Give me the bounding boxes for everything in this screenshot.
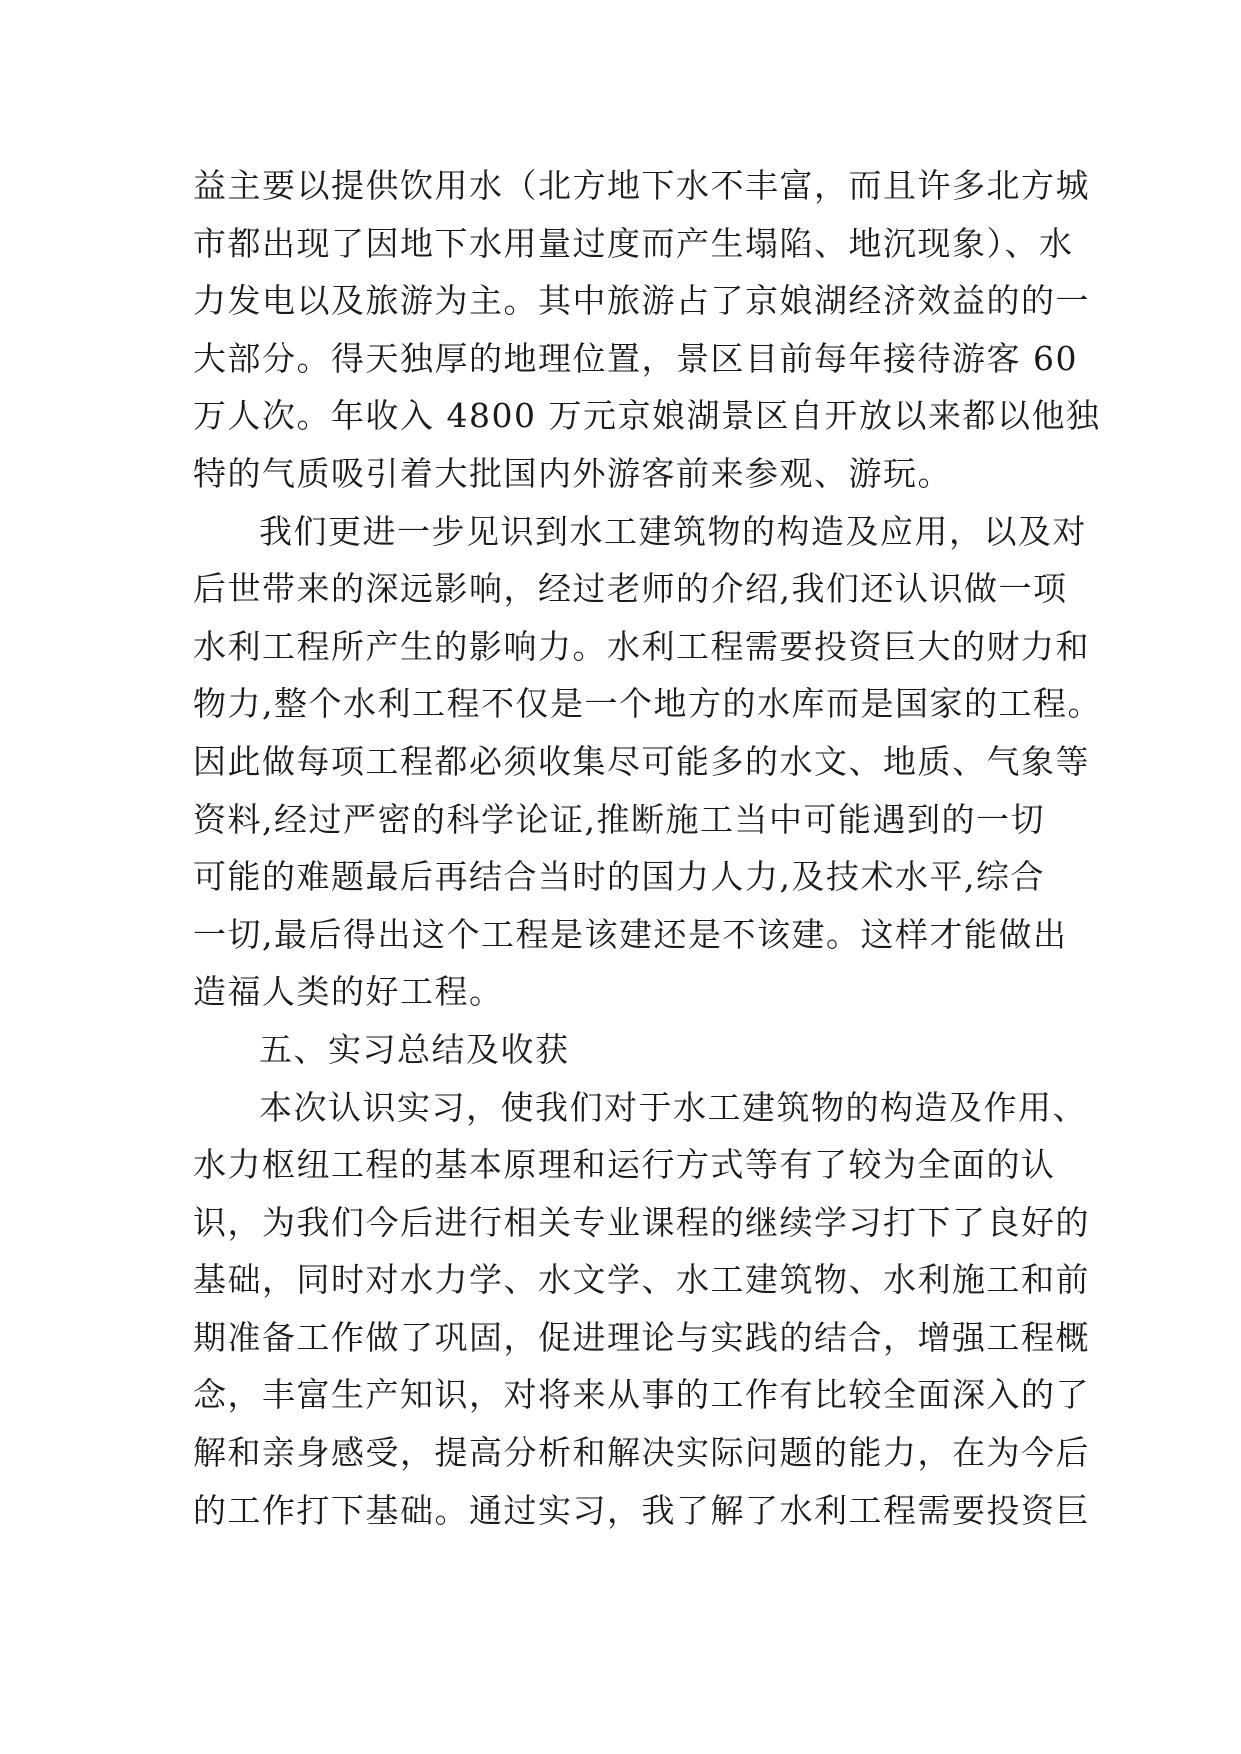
text-line: 造福人类的好工程。 <box>193 972 504 1012</box>
text-line: 物力,整个水利工程不仅是一个地方的水库而是国家的工程。 <box>193 684 1102 724</box>
paragraph-first-line: 本次认识实习，使我们对于水工建筑物的构造及作用、 <box>259 1087 1087 1127</box>
paragraph-first-line: 五、实习总结及收获 <box>259 1029 570 1069</box>
text-line: 识，为我们今后进行相关专业课程的继续学习打下了良好的 <box>193 1202 1090 1242</box>
text-line: 因此做每项工程都必须收集尽可能多的水文、地质、气象等 <box>193 741 1090 781</box>
text-line: 力发电以及旅游为主。其中旅游占了京娘湖经济效益的的一 <box>193 281 1090 321</box>
text-line: 解和亲身感受，提高分析和解决实际问题的能力，在为今后 <box>193 1433 1090 1473</box>
body-text <box>193 157 1102 1539</box>
text-line: 益主要以提供饮用水（北方地下水不丰富，而且许多北方城 <box>193 166 1090 205</box>
text-line: 水力枢纽工程的基本原理和运行方式等有了较为全面的认 <box>193 1145 1056 1185</box>
text-line: 一切,最后得出这个工程是该建还是不该建。这样才能做出 <box>193 914 1068 954</box>
text-line: 的工作打下基础。通过实习，我了解了水利工程需要投资巨 <box>193 1490 1090 1530</box>
text-line: 大部分。得天独厚的地理位置，景区目前每年接待游客 60 <box>193 338 1078 378</box>
text-line: 万人次。年收入 4800 万元京娘湖景区自开放以来都以他独 <box>193 396 1101 436</box>
text-line: 后世带来的深远影响，经过老师的介绍,我们还认识做一项 <box>193 569 1068 609</box>
text-line: 资料,经过严密的科学论证,推断施工当中可能遇到的一切 <box>193 799 1045 839</box>
text-line: 特的气质吸引着大批国内外游客前来参观、游玩。 <box>193 453 952 493</box>
text-line: 基础，同时对水力学、水文学、水工建筑物、水利施工和前 <box>193 1260 1090 1300</box>
paragraph-first-line: 我们更进一步见识到水工建筑物的构造及应用，以及对 <box>259 511 1087 551</box>
text-line: 市都出现了因地下水用量过度而产生塌陷、地沉现象）、水 <box>193 223 1074 263</box>
text-line: 可能的难题最后再结合当时的国力人力,及技术水平,综合 <box>193 857 1045 897</box>
text-line: 念，丰富生产知识，对将来从事的工作有比较全面深入的了 <box>193 1375 1090 1415</box>
text-line: 期准备工作做了巩固，促进理论与实践的结合，增强工程概 <box>193 1317 1090 1357</box>
text-line: 水利工程所产生的影响力。水利工程需要投资巨大的财力和 <box>193 626 1090 666</box>
